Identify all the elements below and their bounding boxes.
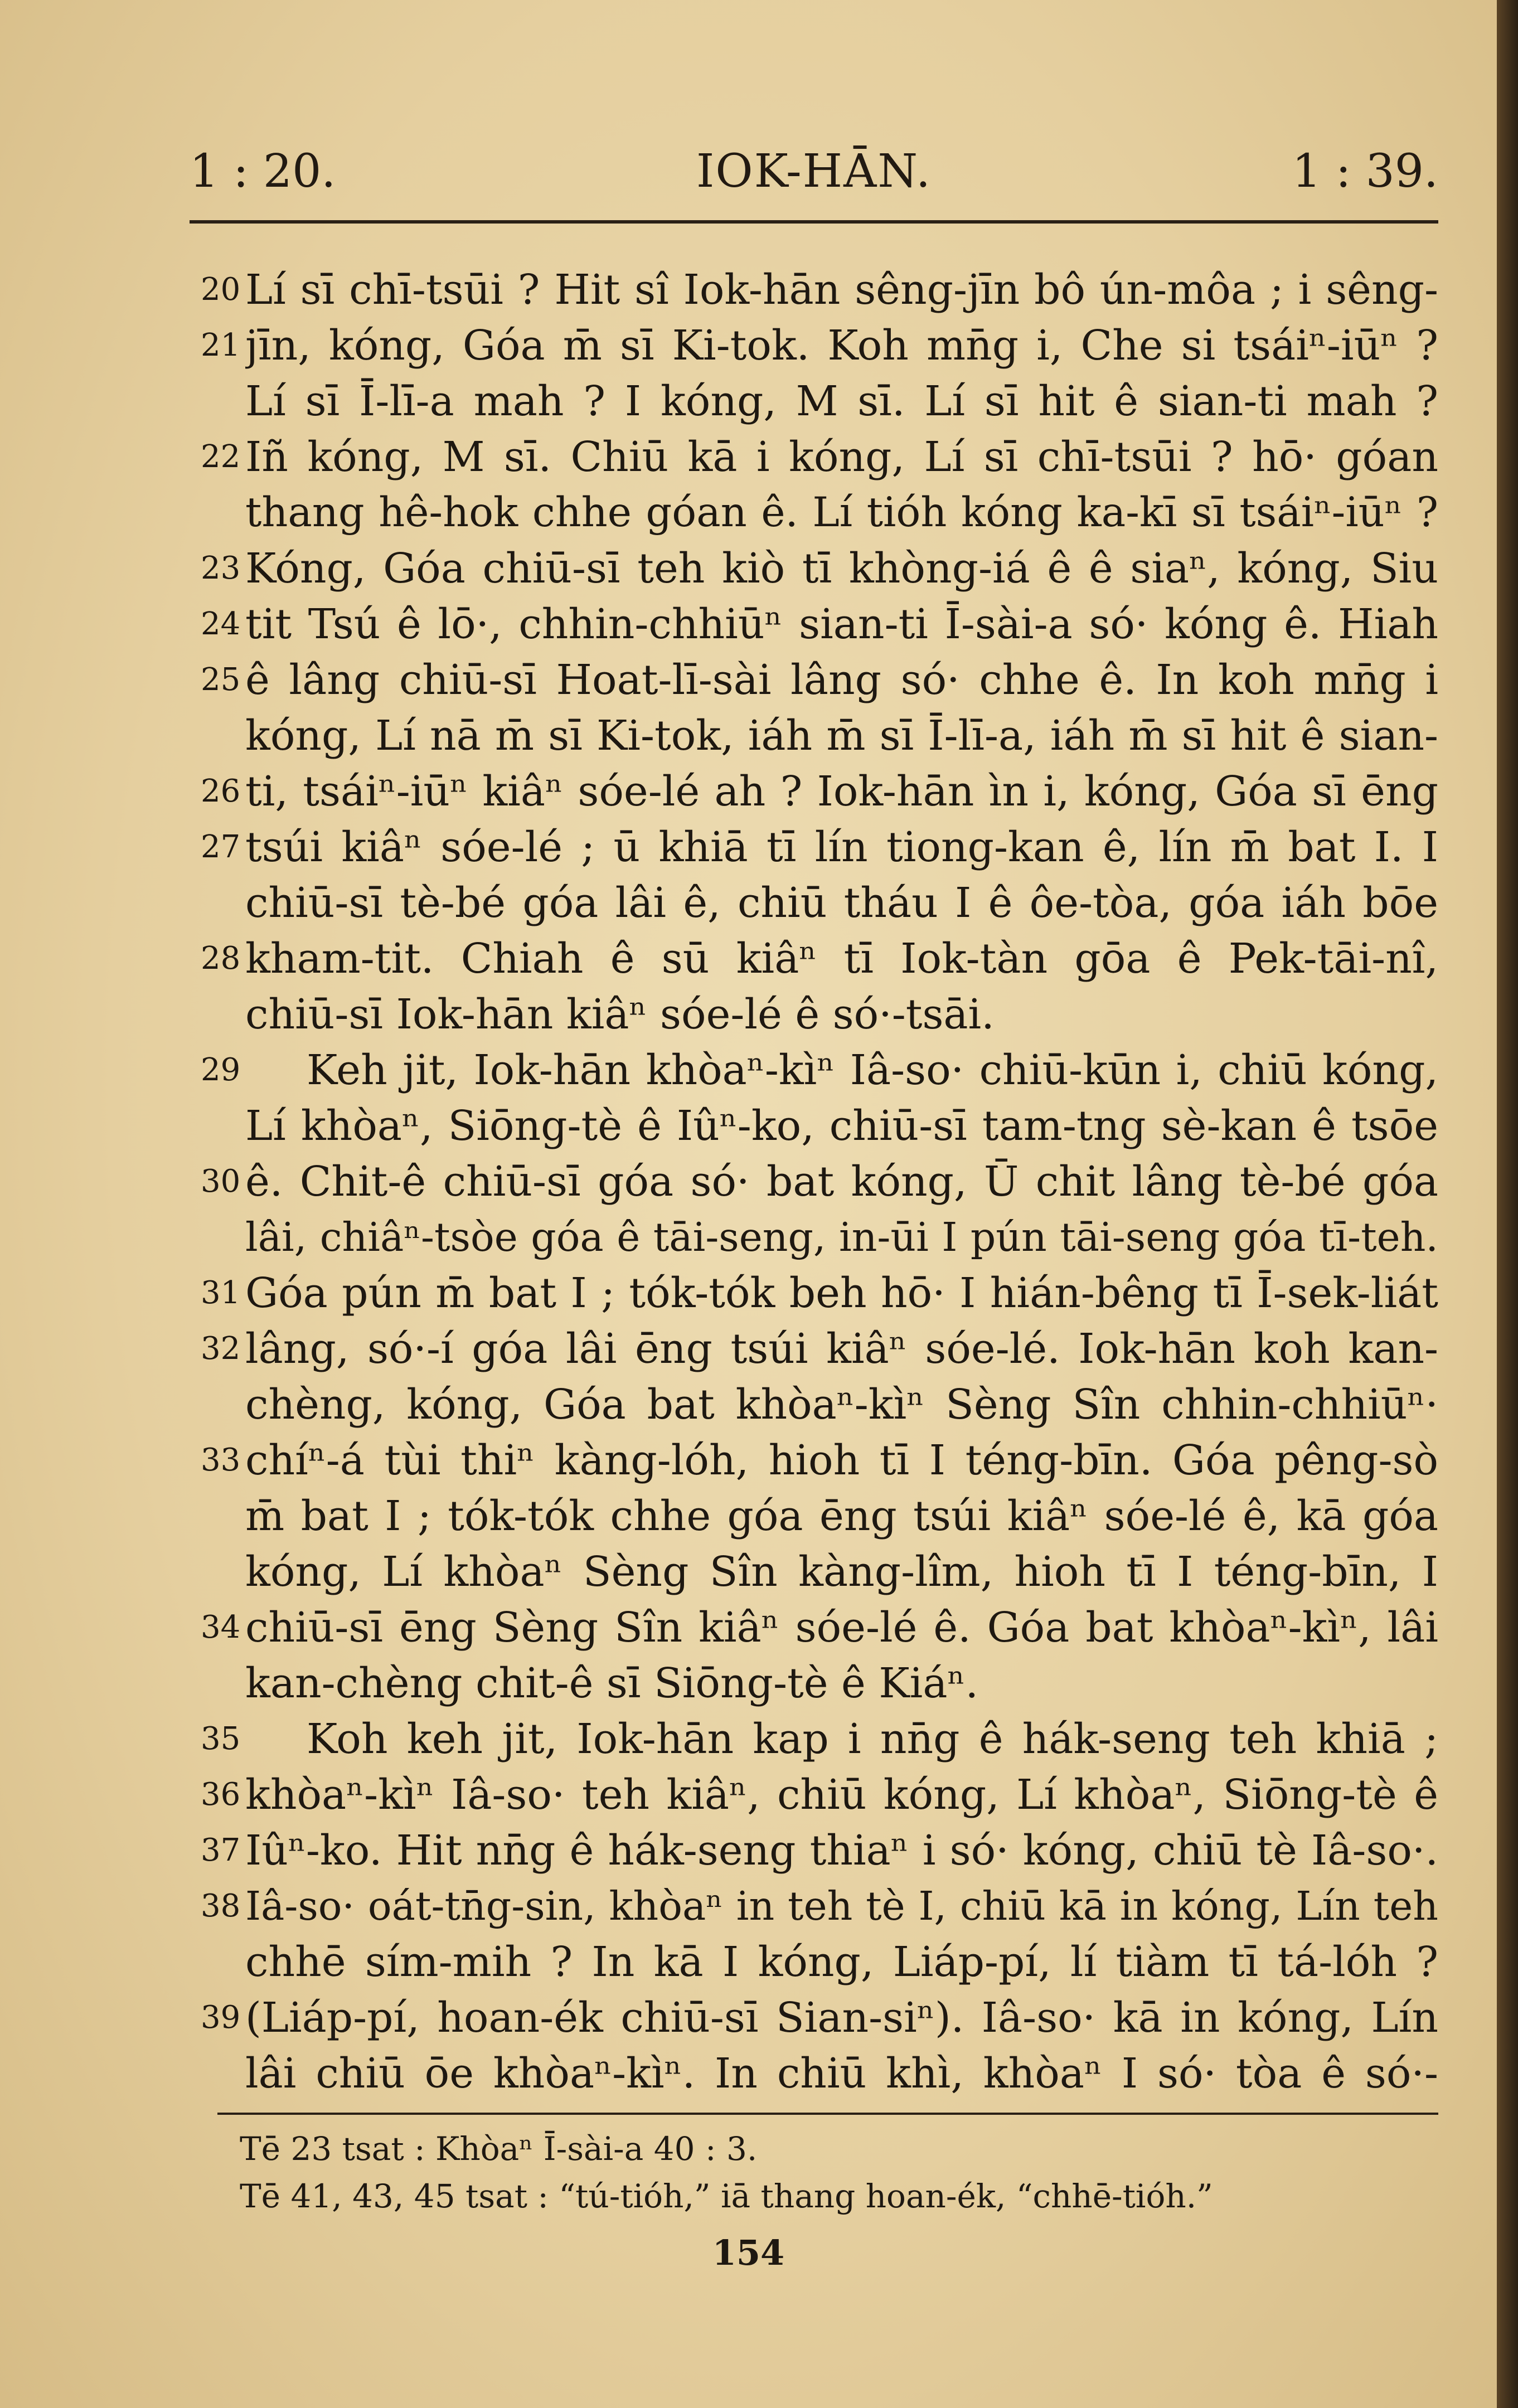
verse-number: 21: [201, 327, 241, 363]
running-header: [190, 145, 1438, 206]
text-line: Kóng, Góa chiū-sī teh kiò tī khòng-iá ê ê siaⁿ, kóng, Siu: [245, 545, 1438, 593]
verse-number: 28: [201, 940, 241, 977]
text-line: Lí sī Ī-lī-a mah ? I kóng, M sī. Lí sī hit ê sian-ti mah ?: [245, 377, 1438, 425]
verse-number: 24: [201, 606, 241, 642]
page-edge-shadow: [1497, 0, 1518, 2408]
verse-number: 25: [201, 662, 241, 698]
verse-number: 33: [201, 1442, 241, 1478]
text-line: ê lâng chiū-sī Hoat-lī-sài lâng só· chhe ê. In koh mn̄g i: [245, 656, 1438, 704]
text-line: jīn, kóng, Góa m̄ sī Ki-tok. Koh mn̄g i, Che si tsáiⁿ-iūⁿ ?: [245, 322, 1438, 370]
text-line: lâi chiū ōe khòaⁿ-kìⁿ. In chiū khì, khòaⁿ I só· tòa ê só·-: [245, 2050, 1438, 2098]
text-line: Lí sī chī-tsūi ? Hit sî Iok-hān sêng-jīn bô ún-môa ; i sêng-: [245, 266, 1438, 314]
verse-number: 35: [201, 1721, 241, 1757]
text-line: chiū-sī ēng Sèng Sîn kiâⁿ sóe-lé ê. Góa bat khòaⁿ-kìⁿ, lâi: [245, 1604, 1438, 1652]
text-line: chèng, kóng, Góa bat khòaⁿ-kìⁿ Sèng Sîn chhin-chhiūⁿ·: [245, 1381, 1438, 1429]
text-line: lâi, chiâⁿ-tsòe góa ê tāi-seng, in-ūi I pún tāi-seng góa tī-teh.: [245, 1214, 1438, 1260]
text-line: Iûⁿ-ko. Hit nn̄g ê hák-seng thiaⁿ i só· kóng, chiū tè Iâ-so·.: [245, 1827, 1438, 1875]
text-line: (Liáp-pí, hoan-ék chiū-sī Sian-siⁿ). Iâ-so· kā in kóng, Lín: [245, 1994, 1438, 2042]
text-line: ti, tsáiⁿ-iūⁿ kiâⁿ sóe-lé ah ? Iok-hān ìn i, kóng, Góa sī ēng: [245, 768, 1438, 815]
text-line: m̄ bat I ; tók-tók chhe góa ēng tsúi kiâⁿ sóe-lé ê, kā góa: [245, 1492, 1438, 1540]
text-line: Lí khòaⁿ, Siōng-tè ê Iûⁿ-ko, chiū-sī tam-tng sè-kan ê tsōe: [245, 1102, 1438, 1150]
text-line: Góa pún m̄ bat I ; tók-tók beh hō· I hián-bêng tī Ī-sek-liát: [245, 1269, 1438, 1317]
footnote: Tē 23 tsat : Khòaⁿ Ī-sài-a 40 : 3.: [240, 2130, 758, 2168]
verse-number: 31: [201, 1275, 241, 1311]
scripture-text: [245, 262, 1438, 2101]
verse-number: 30: [201, 1163, 241, 1200]
verse-number: 39: [201, 1999, 241, 2036]
verse-number: 38: [201, 1888, 241, 1924]
text-line: ê. Chit-ê chiū-sī góa só· bat kóng, Ū chit lâng tè-bé góa: [245, 1158, 1438, 1206]
footnote-rule: [217, 2113, 1438, 2115]
text-line: kan-chèng chit-ê sī Siōng-tè ê Kiáⁿ.: [245, 1659, 978, 1707]
verse-number: 29: [201, 1052, 241, 1088]
book-title: IOK-HĀN.: [696, 145, 932, 198]
text-line: tsúi kiâⁿ sóe-lé ; ū khiā tī lín tiong-kan ê, lín m̄ bat I. I: [245, 823, 1438, 871]
footnote: Tē 41, 43, 45 tsat : “tú-tióh,” iā thang hoan-ék, “chhē-tióh.”: [240, 2177, 1213, 2215]
text-line: chiū-sī tè-bé góa lâi ê, chiū tháu I ê ôe-tòa, góa iáh bōe: [245, 879, 1438, 927]
chapter-verse-start: 1 : 20.: [190, 145, 336, 198]
verse-number: 23: [201, 550, 241, 586]
text-line: Keh jit, Iok-hān khòaⁿ-kìⁿ Iâ-so· chiū-kūn i, chiū kóng,: [307, 1046, 1438, 1094]
verse-number: 26: [201, 773, 241, 809]
verse-number: 32: [201, 1331, 241, 1367]
header-rule: [190, 220, 1438, 224]
text-line: Koh keh jit, Iok-hān kap i nn̄g ê hák-seng teh khiā ;: [307, 1715, 1438, 1763]
verse-number: 37: [201, 1832, 241, 1868]
text-line: thang hê-hok chhe góan ê. Lí tióh kóng ka-kī sī tsáiⁿ-iūⁿ ?: [245, 489, 1438, 536]
text-line: chíⁿ-á tùi thiⁿ kàng-lóh, hioh tī I téng-bīn. Góa pêng-sò: [245, 1436, 1438, 1484]
text-line: Iñ kóng, M sī. Chiū kā i kóng, Lí sī chī-tsūi ? hō· góan: [245, 433, 1438, 481]
verse-number: 36: [201, 1776, 241, 1813]
text-line: tit Tsú ê lō·, chhin-chhiūⁿ sian-ti Ī-sài-a só· kóng ê. Hiah: [245, 600, 1438, 648]
verse-number: 34: [201, 1609, 241, 1645]
text-line: chhē sím-mih ? In kā I kóng, Liáp-pí, lí tiàm tī tá-lóh ?: [245, 1938, 1438, 1986]
verse-number: 20: [201, 271, 241, 308]
verse-number: 22: [201, 439, 241, 475]
text-line: lâng, só·-í góa lâi ēng tsúi kiâⁿ sóe-lé. Iok-hān koh kan-: [245, 1325, 1438, 1373]
text-line: kóng, Lí nā m̄ sī Ki-tok, iáh m̄ sī Ī-lī-a, iáh m̄ sī hit ê sian-: [245, 712, 1438, 760]
chapter-verse-end: 1 : 39.: [1292, 145, 1438, 198]
page-number: 154: [712, 2232, 785, 2273]
text-line: khòaⁿ-kìⁿ Iâ-so· teh kiâⁿ, chiū kóng, Lí khòaⁿ, Siōng-tè ê: [245, 1771, 1438, 1819]
text-line: Iâ-so· oát-tn̄g-sin, khòaⁿ in teh tè I, chiū kā in kóng, Lín teh: [245, 1883, 1438, 1929]
verse-number: 27: [201, 829, 241, 865]
text-line: kóng, Lí khòaⁿ Sèng Sîn kàng-lîm, hioh tī I téng-bīn, I: [245, 1548, 1438, 1596]
text-line: kham-tit. Chiah ê sū kiâⁿ tī Iok-tàn gōa ê Pek-tāi-nî,: [245, 935, 1438, 983]
text-line: chiū-sī Iok-hān kiâⁿ sóe-lé ê só·-tsāi.: [245, 991, 995, 1038]
